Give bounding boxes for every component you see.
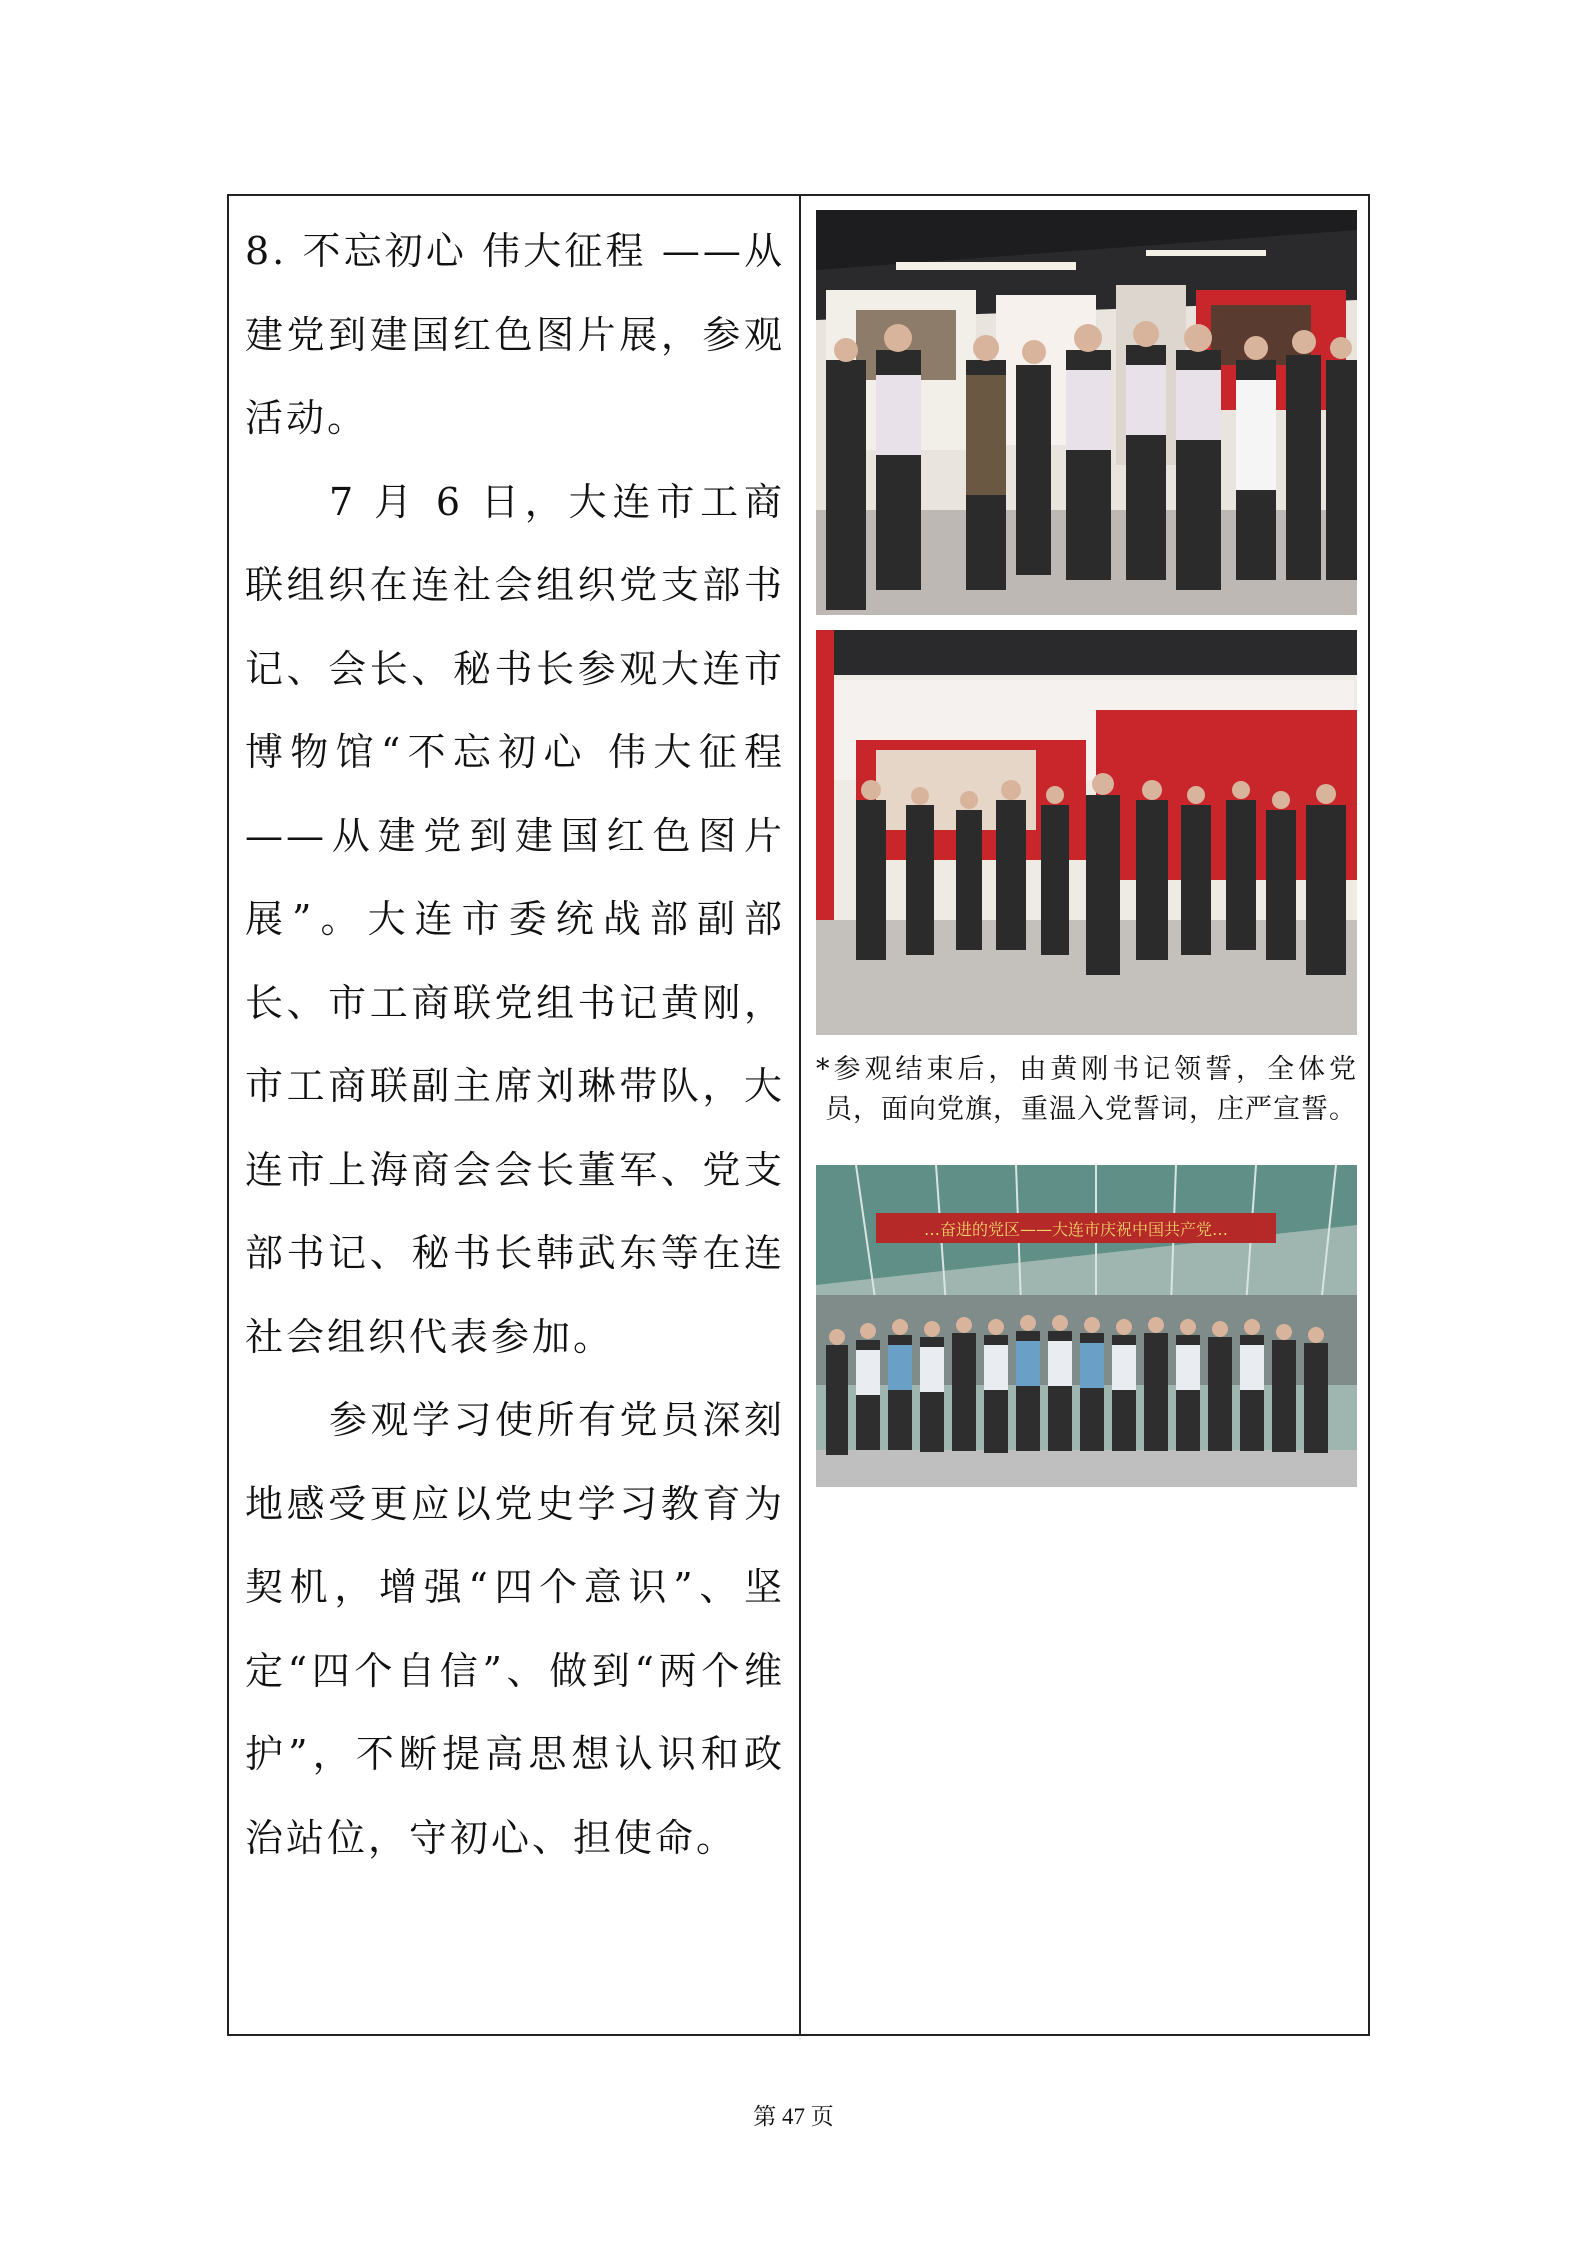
column-divider: [799, 196, 801, 2034]
article-heading: 8. 不忘初心 伟大征程 ——从建党到建国红色图片展，参观活动。: [245, 229, 785, 440]
group-photo: [816, 1165, 1357, 1487]
content-table: [227, 194, 1370, 2036]
building-banner-text: …奋进的党区——大连市庆祝中国共产党…: [923, 1220, 1229, 1239]
article-paragraph-1: 7 月 6 日，大连市工商联组织在连社会组织党支部书记、会长、秘书长参观大连市博物馆“不忘初心 伟大征程——从建党到建国红色图片展”。大连市委统战部副部长、市工商联党组书记黄刚，市工商联副主席刘琳带队，大连市上海商会会长董军、党支部书记、秘书长韩武东等在连社会组织代表参加。: [245, 479, 785, 1359]
oath-ceremony-photo: [816, 630, 1357, 1035]
oath-photo-caption: *参观结束后，由黄刚书记领誓，全体党员，面向党旗，重温入党誓词，庄严宣誓。: [816, 1054, 1357, 1125]
text-column: [245, 210, 785, 1880]
exhibition-visit-photo: [816, 210, 1357, 615]
page-number: 第 47 页: [753, 2104, 834, 2129]
article-paragraph-2: 参观学习使所有党员深刻地感受更应以党史学习教育为契机，增强“四个意识”、坚定“四个自信”、做到“两个维护”，不断提高思想认识和政治站位，守初心、担使命。: [245, 1398, 785, 1860]
